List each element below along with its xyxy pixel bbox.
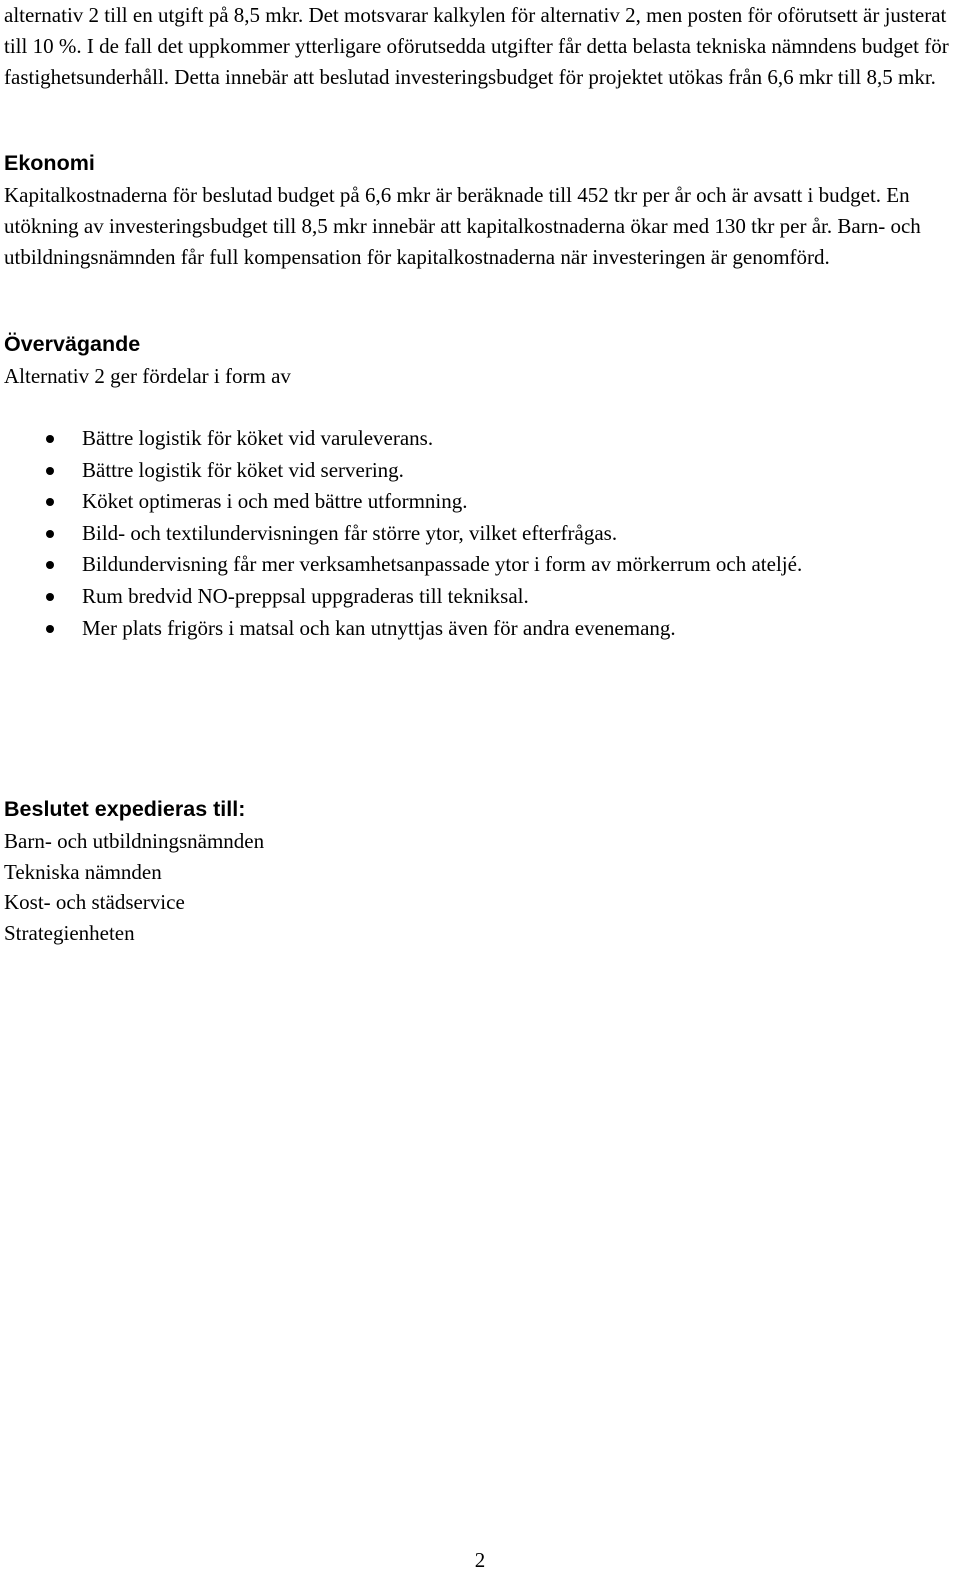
list-item-text: Bild- och textilundervisningen får större ytor, vilket efterfrågas. — [82, 520, 618, 545]
list-item-text: Köket optimeras i och med bättre utformning. — [82, 489, 468, 514]
page-number: 2 — [474, 1548, 486, 1572]
ekonomi-paragraph: Kapitalkostnaderna för beslutad budget på 6,6 mkr är beräknade till 452 tkr per år och är avsatt i budget. En utökning av investeringsbudget till 8,5 mkr innebär att kapitalkostnaderna ökar med 130 tkr per år. Barn- och utbildningsnämnden får full kompensation för kapitalkostnaderna när investeringen är genomförd. — [4, 183, 921, 269]
list-item-text: Rum bredvid NO-preppsal uppgraderas till tekniksal. — [82, 583, 529, 608]
list-item — [4, 518, 949, 550]
list-item — [4, 423, 949, 455]
list-item-text: Bättre logistik för köket vid varuleverans. — [82, 426, 434, 450]
list-item-text: Bildundervisning får mer verksamhetsanpassade ytor i form av mörkerrum och ateljé. — [82, 552, 803, 577]
list-item — [4, 581, 949, 613]
list-item — [4, 486, 949, 518]
recipient-item: Strategienheten — [4, 920, 135, 945]
overvagande-heading: Övervägande — [4, 332, 141, 356]
advantages-list — [4, 423, 949, 644]
recipients-list — [4, 826, 264, 948]
intro-paragraph: alternativ 2 till en utgift på 8,5 mkr. Det motsvarar kalkylen för alternativ 2, men posten för oförutsett är justerat till 10 %. I de fall det uppkommer ytterligare oförutsedda utgifter får detta belasta tekniska nämndens budget för fastighetsunderhåll. Detta innebär att beslutad investeringsbudget för projektet utökas från 6,6 mkr till 8,5 mkr. — [4, 3, 949, 89]
bullet-icon — [46, 467, 54, 475]
bullet-icon — [46, 498, 54, 506]
list-item — [4, 455, 949, 487]
bullet-icon — [46, 561, 54, 569]
list-item — [4, 549, 949, 581]
expedieras-heading: Beslutet expedieras till: — [4, 797, 246, 821]
overvagande-intro: Alternativ 2 ger fördelar i form av — [4, 364, 291, 388]
bullet-icon — [46, 593, 54, 601]
recipient-item: Barn- och utbildningsnämnden — [4, 829, 265, 853]
bullet-icon — [46, 435, 54, 443]
list-item-text: Mer plats frigörs i matsal och kan utnyttjas även för andra evenemang. — [82, 615, 676, 640]
ekonomi-heading: Ekonomi — [4, 151, 95, 175]
recipient-item: Tekniska nämnden — [4, 859, 162, 884]
list-item-text: Bättre logistik för köket vid servering. — [82, 457, 404, 482]
list-item — [4, 613, 949, 645]
bullet-icon — [46, 625, 54, 633]
recipient-item: Kost- och städservice — [4, 890, 185, 914]
bullet-icon — [46, 530, 54, 538]
